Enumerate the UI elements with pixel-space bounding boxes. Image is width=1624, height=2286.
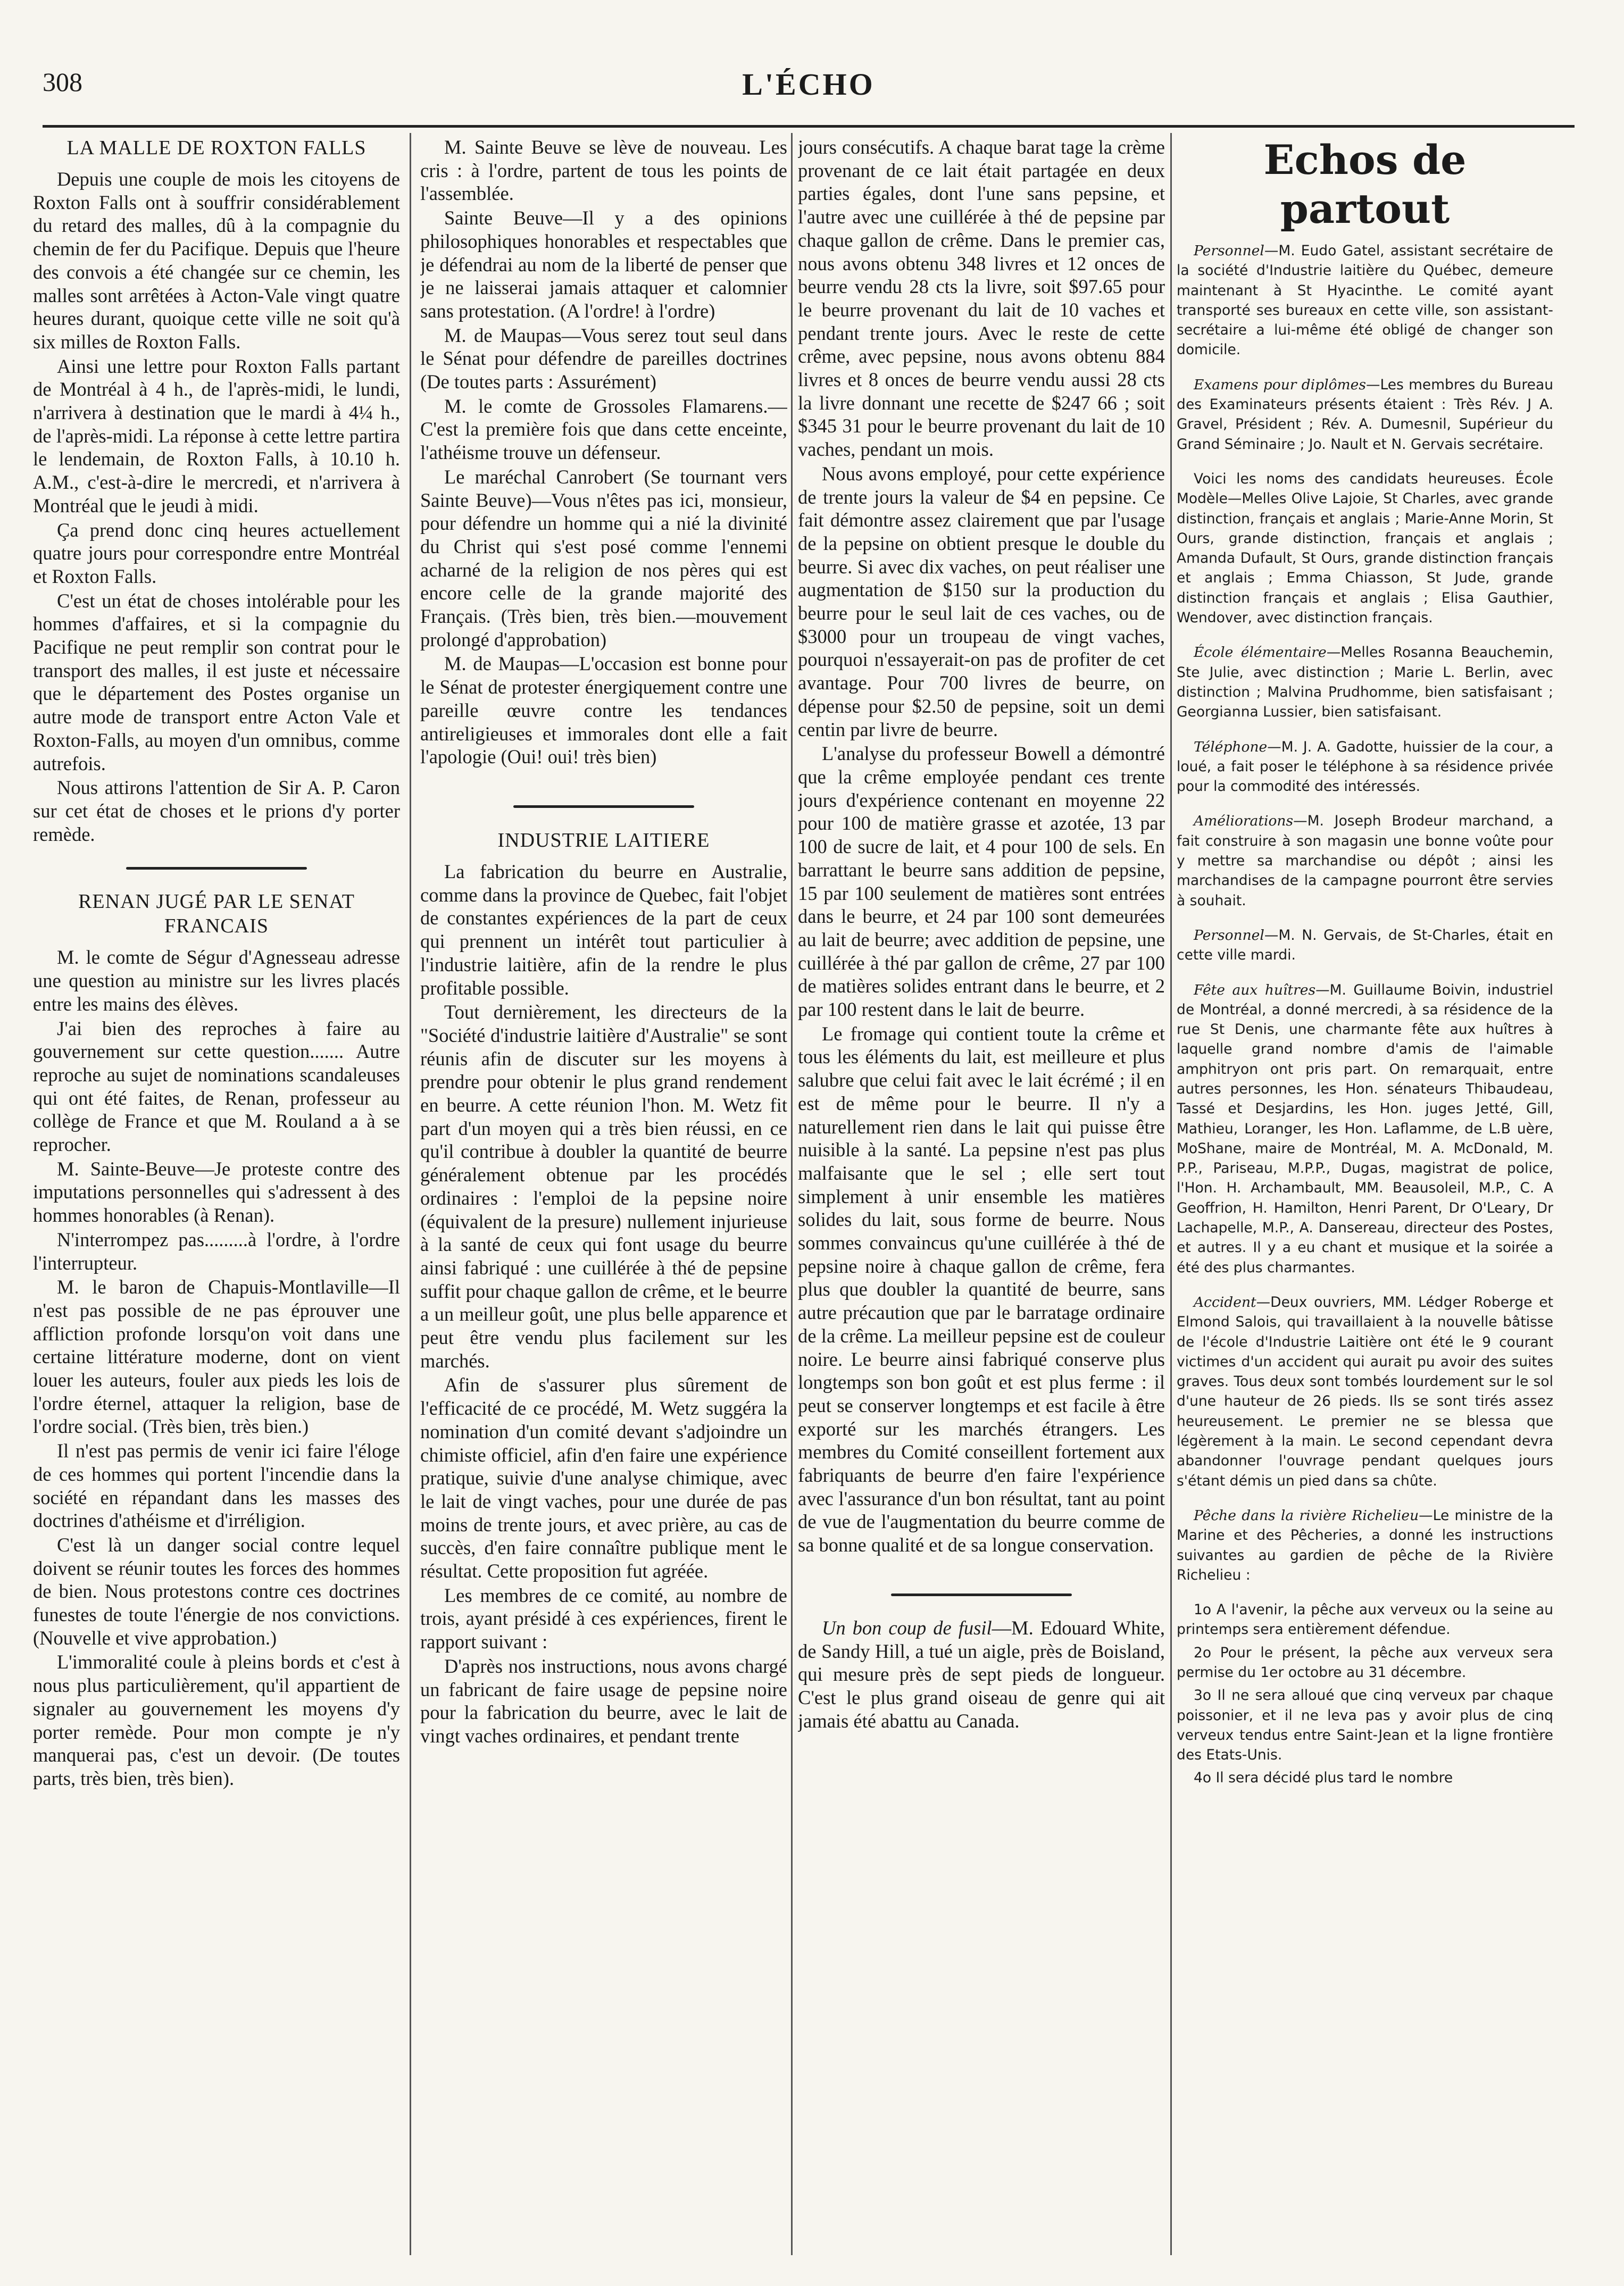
column-3	[798, 136, 1165, 2258]
brief-item	[1177, 1600, 1553, 1640]
paragraph: D'après nos instructions, nous avons chargé un fabricant de faire usage de pepsine noire pour la fabrication du beurre, avec le lait de vingt vaches ordinaires, et pendant trente	[420, 1655, 787, 1747]
paragraph: Afin de s'assurer plus sûrement de l'efficacité de ce procédé, M. Wetz suggéra la nomination d'un comité devant s'adjoindre un chimiste officiel, afin d'en faire une expérience pratique, suivie d'une analyse chimique, avec le lait de vingt vaches, pour une durée de pas moins de trente jours, et avec prière, au cas de succès, d'en faire connaître publique ment le résultat. Cette proposition fut agréée.	[420, 1374, 787, 1582]
paragraph: La fabrication du beurre en Australie, comme dans la province de Quebec, fait l'objet de constantes expériences de la part de ceux qui prennent un intérêt tout particulier à l'industrie laitière, afin de la rendre le plus profitable possible.	[420, 860, 787, 999]
brief-body: —M. Eudo Gatel, assistant secrétaire de la société d'Industrie laitière du Québec, demeure maintenant à St Hyacinthe. Le comité ayant transporté ses bureaux en cette ville, son assistant-secrétaire a lui-même été obligé de changer son domicile.	[1177, 243, 1553, 358]
brief-body: —Le ministre de la Marine et des Pêcheries, a donné les instructions suivantes au gardien de pêche de la Rivière Richelieu :	[1177, 1507, 1553, 1583]
brief-item	[1177, 737, 1553, 797]
brief-lead: École élémentaire	[1194, 644, 1327, 661]
paragraph: J'ai bien des reproches à faire au gouvernement sur cette question....... Autre reproche au sujet de nominations scandaleuses qui ont été faites, de Renan, professeur au collège de France et que M. Rouland a à se reprocher.	[33, 1017, 400, 1156]
paragraph: M. le comte de Ségur d'Agnesseau adresse une question au ministre sur les livres placés entre les mains des élèves.	[33, 946, 400, 1015]
paragraph: Ça prend donc cinq heures actuellement quatre jours pour correspondre entre Montréal et Roxton Falls.	[33, 519, 400, 587]
column-divider	[410, 133, 411, 2255]
page-header	[43, 66, 1575, 109]
paragraph: Depuis une couple de mois les citoyens de Roxton Falls ont à souffrir considérablement du retard des malles, dû à la compagnie du chemin de fer du Pacifique. Depuis que l'heure des convois a été changée sur ce chemin, les malles sont arrêtées à Acton-Vale vingt quatre heures durant, quoique cette ville ne soit qu'à six milles de Roxton Falls.	[33, 168, 400, 353]
brief-body: Voici les noms des candidats heureuses. École Modèle—Melles Olive Lajoie, St Charles, avec grande distinction, français et anglais ; Marie-Anne Morin, St Ours, grande distinction, français et anglais ; Amanda Dufault, St Ours, grande distinction français et anglais ; Emma Chiasson, St Jude, grande distinction français et anglais ; Elisa Gauthier, Wendover, avec distinction français.	[1177, 470, 1553, 627]
column-1	[33, 136, 400, 2258]
paragraph: Le fromage qui contient toute la crême et tous les éléments du lait, est meilleure et plus salubre que celui fait avec le lait écrémé ; il en est de même pour le beurre. Il n'y a naturellement rien dans le lait qui puisse être nuisible à la santé. La pepsine n'est pas plus malfaisante que le sel ; elle sert tout simplement à unir ensemble les matières solides du lait, sous forme de beurre. Nous sommes convaincus qu'une cuillérée à thé de pepsine noire à chaque gallon de crême, fera plus que doubler la quantité de beurre, sans autre précaution que par le barratage ordinaire de la crême. La meilleur pepsine est de couleur noire. Le beurre ainsi fabriqué conserve plus longtemps son bon goût et est plus ferme : il peut se conserver longtemps et est facile à être exporté sur les marchés étrangers. Les membres du Comité conseillent fortement aux fabriquants de beurre d'en faire l'expérience avec l'assurance d'un bon résultat, tant au point de vue de l'augmentation du beurre comme de sa bonne qualité et de sa longue conservation.	[798, 1022, 1165, 1556]
brief-body: 1o A l'avenir, la pêche aux verveux ou la seine au printemps sera entièrement défendue.	[1177, 1601, 1553, 1638]
section-title: Echos de partout	[1263, 136, 1467, 232]
paragraph: Le maréchal Canrobert (Se tournant vers Sainte Beuve)—Vous n'êtes pas ici, monsieur, pour défendre un homme qui a nié la divinité du Christ qui s'est posé comme l'ennemi acharné de la religion de nos pères qui est encore celle de la grande majorité des Français. (Très bien, très bien.—mouvement prolongé d'approbation)	[420, 465, 787, 650]
brief-item	[1177, 980, 1553, 1278]
paragraph: M. Sainte-Beuve—Je proteste contre des imputations personnelles qui s'adressent à des hommes honorables (à Renan).	[33, 1157, 400, 1227]
brief-body: —Melles Rosanna Beauchemin, Ste Julie, avec distinction ; Marie L. Berlin, avec distinction ; Malvina Prudhomme, bien satisfaisant ; Georgianna Lussier, bien satisfaisant.	[1177, 644, 1553, 721]
brief-body: —M. Guillaume Boivin, industriel de Montréal, a donné mercredi, à sa résidence de la rue St Denis, une charmante fête aux huîtres à laquelle grand nombre d'amis de l'aimable amphitryon ont pris part. On remarquait, entre autres personnes, les Hon. sénateurs Thibaudeau, Tassé et Desjardins, les Hon. juges Jetté, Gill, Mathieu, Loranger, les Hon. Laflamme, de L.B uère, MoShane, maire de Montréal, M. A. McDonald, M. P.P., Pariseau, M.P.P., Dugas, magistrat de police, l'Hon. H. Archambault, MM. Beausoleil, M.P., C. A Geoffrion, H. Hamilton, Henri Parent, Dr O'Leary, Dr Lachapelle, M.P., A. Dansereau, directeur des Postes, et autres. Il y a eu chant et musique et la soirée a été des plus charmantes.	[1177, 981, 1553, 1276]
paragraph: C'est un état de choses intolérable pour les hommes d'affaires, et si la compagnie du Pacifique ne peut remplir son contrat pour le transport des malles, il est juste et nécessaire que le département des Postes organise un autre mode de transport entre Acton Vale et Roxton-Falls, au moyen d'un omnibus, comme autrefois.	[33, 589, 400, 774]
brief-lead: Téléphone	[1194, 738, 1268, 755]
paragraph: M. Sainte Beuve se lève de nouveau. Les cris : à l'ordre, partent de tous les points de l'assemblée.	[420, 136, 787, 205]
article-title: LA MALLE DE ROXTON FALLS	[66, 137, 367, 159]
brief-item	[1177, 811, 1553, 910]
ornament-divider	[798, 1574, 1165, 1616]
paragraph: M. le baron de Chapuis-Montlaville—Il n'est pas possible de ne pas éprouver une affliction profonde lorsqu'on voit dans une certaine littérature moderne, dont on vient louer les auteurs, fouler aux pieds les lois de l'ordre éternel, attaquer la religion, base de l'ordre social. (Très bien, très bien.)	[33, 1276, 400, 1438]
brief-lead: Examens pour diplômes	[1194, 376, 1366, 393]
brief-body: —M. Edouard White, de Sandy Hill, a tué un aigle, près de Boisland, qui mesure près de sept pieds de longueur. C'est le plus grand oiseau de genre qui ait jamais été abattu au Canada.	[798, 1616, 1165, 1732]
paragraph: M. de Maupas—L'occasion est bonne pour le Sénat de protester énergiquement contre une pareille œuvre contre les tendances antireligieuses et immorales dont elle a fait l'apologie (Oui! oui! très bien)	[420, 653, 787, 768]
paragraph: L'analyse du professeur Bowell a démontré que la crême employée pendant ces trente jours d'expérience contenant en moyenne 22 pour 100 de matière grasse et azotée, 13 par 100 de sucre de lait, et 4 pour 100 de sels. En barrattant le beurre sans addition de pepsine, 15 par 100 seulement de matières sont entrées dans le beurre, et 24 par 100 sont demeurées au lait de beurre; avec addition de pepsine, une cuillérée à thé par gallon de crême, 27 par 100 de matières solides entrant dans le beurre, et 2 par 100 restent dans le lait de beurre.	[798, 742, 1165, 1021]
column-4	[1177, 136, 1553, 2258]
brief-body: —M. N. Gervais, de St-Charles, était en cette ville mardi.	[1177, 927, 1553, 964]
paragraph: M. de Maupas—Vous serez tout seul dans le Sénat pour défendre de pareilles doctrines (De toutes parts : Assurément)	[420, 324, 787, 393]
brief-lead: Fête aux huîtres	[1194, 981, 1316, 998]
brief-item	[1177, 469, 1553, 628]
brief-item	[1177, 925, 1553, 965]
paragraph: Tout dernièrement, les directeurs de la "Société d'industrie laitière d'Australie" se sont réunis afin de discuter sur les moyens à prendre pour obtenir le plus grand rendement en beurre. A cette réunion l'hon. M. Wetz fit part d'un moyen qui a très bien réussi, en ce qu'il contribue à doubler la quantité de beurre généralement obtenue par les procédés ordinaires : l'emploi de la pepsine noire (équivalent de la presure) nullement injurieuse à la santé de ceux qui font usage du beurre ainsi fabriqué : une cuillérée à thé de pepsine suffit pour chaque gallon de crême, et le beurre a un meilleur goût, une plus belle apparence et peut être vendu plus facilement sur les marchés.	[420, 1001, 787, 1372]
brief-body: —M. J. A. Gadotte, huissier de la cour, a loué, a fait poser le téléphone à sa résidence privée pour la commodité des intéressés.	[1177, 738, 1553, 795]
paragraph: Nous attirons l'attention de Sir A. P. Caron sur cet état de choses et le prions d'y porter remède.	[33, 777, 400, 845]
brief-body: 3o Il ne sera alloué que cinq verveux par chaque poissonier, et il ne leva pas y avoir plus de cinq verveux tendus entre Saint-Jean et la ligne frontière des Etats-Unis.	[1177, 1687, 1553, 1764]
paragraph: M. le comte de Grossoles Flamarens.—C'est la première fois que dans cette enceinte, l'athéisme trouve un défenseur.	[420, 395, 787, 464]
journal-title: L'ÉCHO	[742, 67, 875, 102]
paragraph: Ainsi une lettre pour Roxton Falls partant de Montréal à 4 h., de l'après-midi, le lundi, n'arrivera à destination que le mardi à 4¼ h., de l'après-midi. La réponse à cette lettre partira le lendemain, de Roxton Falls, à 10.10 h. A.M., c'est-à-dire le mercredi, et n'arrivera à Montréal que le jeudi à midi.	[33, 355, 400, 516]
paragraph: C'est là un danger social contre lequel doivent se réunir toutes les forces des hommes de bien. Nous protestons contre ces doctrines funestes de toute l'énergie de nos convictions. (Nouvelle et vive approbation.)	[33, 1533, 400, 1649]
brief-body: 2o Pour le présent, la pêche aux verveux sera permise du 1er octobre au 31 décembre.	[1177, 1644, 1553, 1681]
paragraph: L'immoralité coule à pleins bords et c'est à nous plus particulièrement, qu'il appartient de signaler au gouvernement les moyens d'y porter remède. Pour mon compte je n'y manquerai pas, c'est un devoir. (De toutes parts, très bien, très bien).	[33, 1651, 400, 1789]
brief-item	[1177, 375, 1553, 454]
ornament-divider	[420, 786, 787, 828]
column-divider	[1170, 133, 1172, 2255]
brief-lead: Personnel	[1194, 243, 1264, 259]
brief-lead: Un bon coup de fusil	[822, 1616, 992, 1639]
brief-body: —Les membres du Bureau des Examinateurs présents étaient : Très Rév. J A. Gravel, Président ; Rév. A. Dumesnil, Supérieur du Grand Séminaire ; Jo. Nault et N. Gervais secrétaire.	[1177, 376, 1553, 453]
brief-item	[798, 1616, 1165, 1733]
column-divider	[791, 133, 793, 2255]
paragraph: jours consécutifs. A chaque barat tage la crème provenant de ce lait était partagée en deux parties égales, dont l'une sans pepsine, et l'autre avec une cuillérée à thé de pepsine par chaque gallon de crême. Dans le premier cas, nous avons obtenu 348 livres et 12 onces de beurre vendu 28 cts la livre, soit $97.65 pour le beurre provenant du lait de 10 vaches et pendant trente jours. Avec le reste de cette crême, avec pepsine, nous avons obtenu 884 livres et 8 onces de beurre vendu aussi 28 cts la livre donnant une recette de $247 66 ; soit $345 31 pour le beurre provenant du lait de 10 vaches, pendant un mois.	[798, 136, 1165, 461]
header-rule	[43, 125, 1575, 128]
page-number: 308	[43, 67, 82, 97]
brief-body: 4o Il sera décidé plus tard le nombre	[1194, 1770, 1453, 1787]
paragraph: Sainte Beuve—Il y a des opinions philosophiques honorables et respectables que je défendrai au nom de la liberté de penser que je ne laisserai jamais attaquer et calomnier sans protestation. (A l'ordre! à l'ordre)	[420, 207, 787, 322]
paragraph: Nous avons employé, pour cette expérience de trente jours la valeur de $4 en pepsine. Ce fait démontre assez clairement que par l'usage de la pepsine on obtient presque le double du beurre. Si avec dix vaches, on peut réaliser une augmentation de $150 sur la production du beurre pour le seul lait de ces vaches, ou de $3000 pour un troupeau de vingt vaches, pourquoi n'essayerait-on pas de profiter de cet avantage. Pour 700 livres de beurre, on dépense pour $2.50 de pepsine, soit un demi centin par livre de beurre.	[798, 462, 1165, 740]
brief-item	[1177, 643, 1553, 722]
paragraph: Il n'est pas permis de venir ici faire l'éloge de ces hommes qui portent l'incendie dans la société en répandant dans les masses des doctrines d'athéisme et d'irréligion.	[33, 1440, 400, 1532]
ornament-divider	[33, 847, 400, 889]
paragraph: N'interrompez pas.........à l'ordre, à l'ordre l'interrupteur.	[33, 1228, 400, 1274]
brief-lead: Améliorations	[1194, 813, 1294, 830]
article-title: RENAN JUGÉ PAR LE SENAT FRANCAIS	[78, 890, 355, 938]
brief-item	[1177, 1506, 1553, 1585]
brief-item	[1177, 1643, 1553, 1683]
brief-item	[1177, 1768, 1553, 1788]
paragraph: Les membres de ce comité, au nombre de trois, ayant présidé à ces expériences, firent le rapport suivant :	[420, 1584, 787, 1653]
brief-lead: Pêche dans la rivière Richelieu	[1194, 1507, 1419, 1524]
column-2	[420, 136, 787, 2258]
article-title: INDUSTRIE LAITIERE	[497, 829, 710, 852]
brief-body: —M. Joseph Brodeur marchand, a fait construire à son magasin une bonne voûte pour y mettre sa marchandise ou dépôt ; ainsi les marchandises de la campagne pourront être servies à souhait.	[1177, 813, 1553, 909]
brief-item	[1177, 1292, 1553, 1491]
brief-lead: Personnel	[1194, 927, 1264, 944]
brief-body: —Deux ouvriers, MM. Lédger Roberge et Elmond Salois, qui travaillaient à la nouvelle bâtisse de l'école d'Industrie Laitière ont été le 9 courant victimes d'un accident qui aurait pu avoir des suites graves. Tous deux sont tombés lourdement sur le sol d'une hauteur de 26 pieds. Ils se sont tirés assez heureusement. Le premier ne se blessa que légèrement à la main. Le second cependant devra abandonner l'ouvrage pendant quelques jours s'étant démis un pied dans sa chûte.	[1177, 1294, 1553, 1489]
brief-item	[1177, 1686, 1553, 1765]
brief-item	[1177, 241, 1553, 360]
brief-lead: Accident	[1194, 1294, 1256, 1311]
